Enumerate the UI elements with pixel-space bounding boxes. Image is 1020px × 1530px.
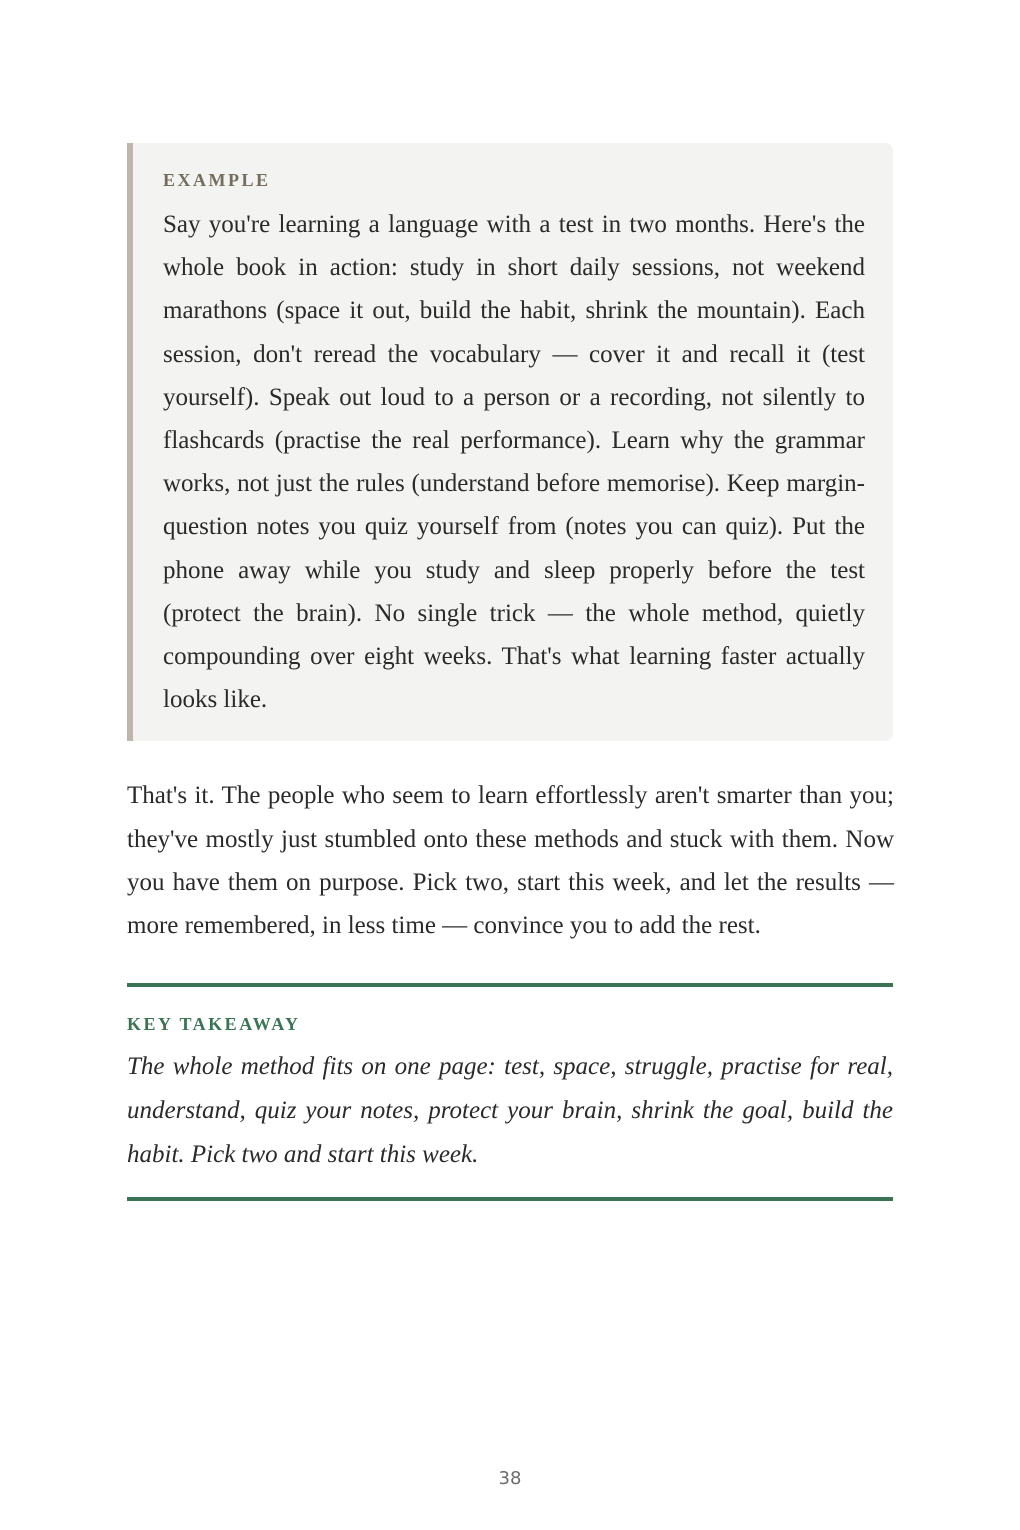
- key-takeaway-label: KEY TAKEAWAY: [127, 1014, 301, 1035]
- page-content: [127, 143, 894, 1201]
- key-takeaway-box: [127, 983, 893, 1201]
- example-text: Say you're learning a language with a test in two months. Here's the whole book in action: study in short daily sessions, not weekend marathons (space it out, build the habit, shrink the mountain). Each session, don't reread the vocabulary — cover it and recall it (test yourself). Speak out loud to a person or a recording, not silently to flashcards (practise the real performance). Learn why the grammar works, not just the rules (understand before memorise). Keep margin-question notes you quiz yourself from (notes you can quiz). Put the phone away while you study and sleep properly before the test (protect the brain). No single trick — the whole method, quietly compounding over eight weeks. That's what learning faster actually looks like.: [163, 211, 865, 714]
- body-paragraph: That's it. The people who seem to learn effortlessly aren't smarter than you; they've mostly just stumbled onto these methods and stuck with them. Now you have them on purpose. Pick two, start this week, and let the results — more remembered, in less time — convince you to add the rest.: [127, 782, 894, 940]
- page-number: 38: [498, 1468, 522, 1489]
- key-takeaway-text: The whole method fits on one page: test, space, struggle, practise for real, understand, quiz your notes, protect your brain, shrink the goal, build the habit. Pick two and start this week.: [127, 1053, 893, 1169]
- example-label: EXAMPLE: [163, 170, 271, 190]
- example-callout: [127, 143, 893, 741]
